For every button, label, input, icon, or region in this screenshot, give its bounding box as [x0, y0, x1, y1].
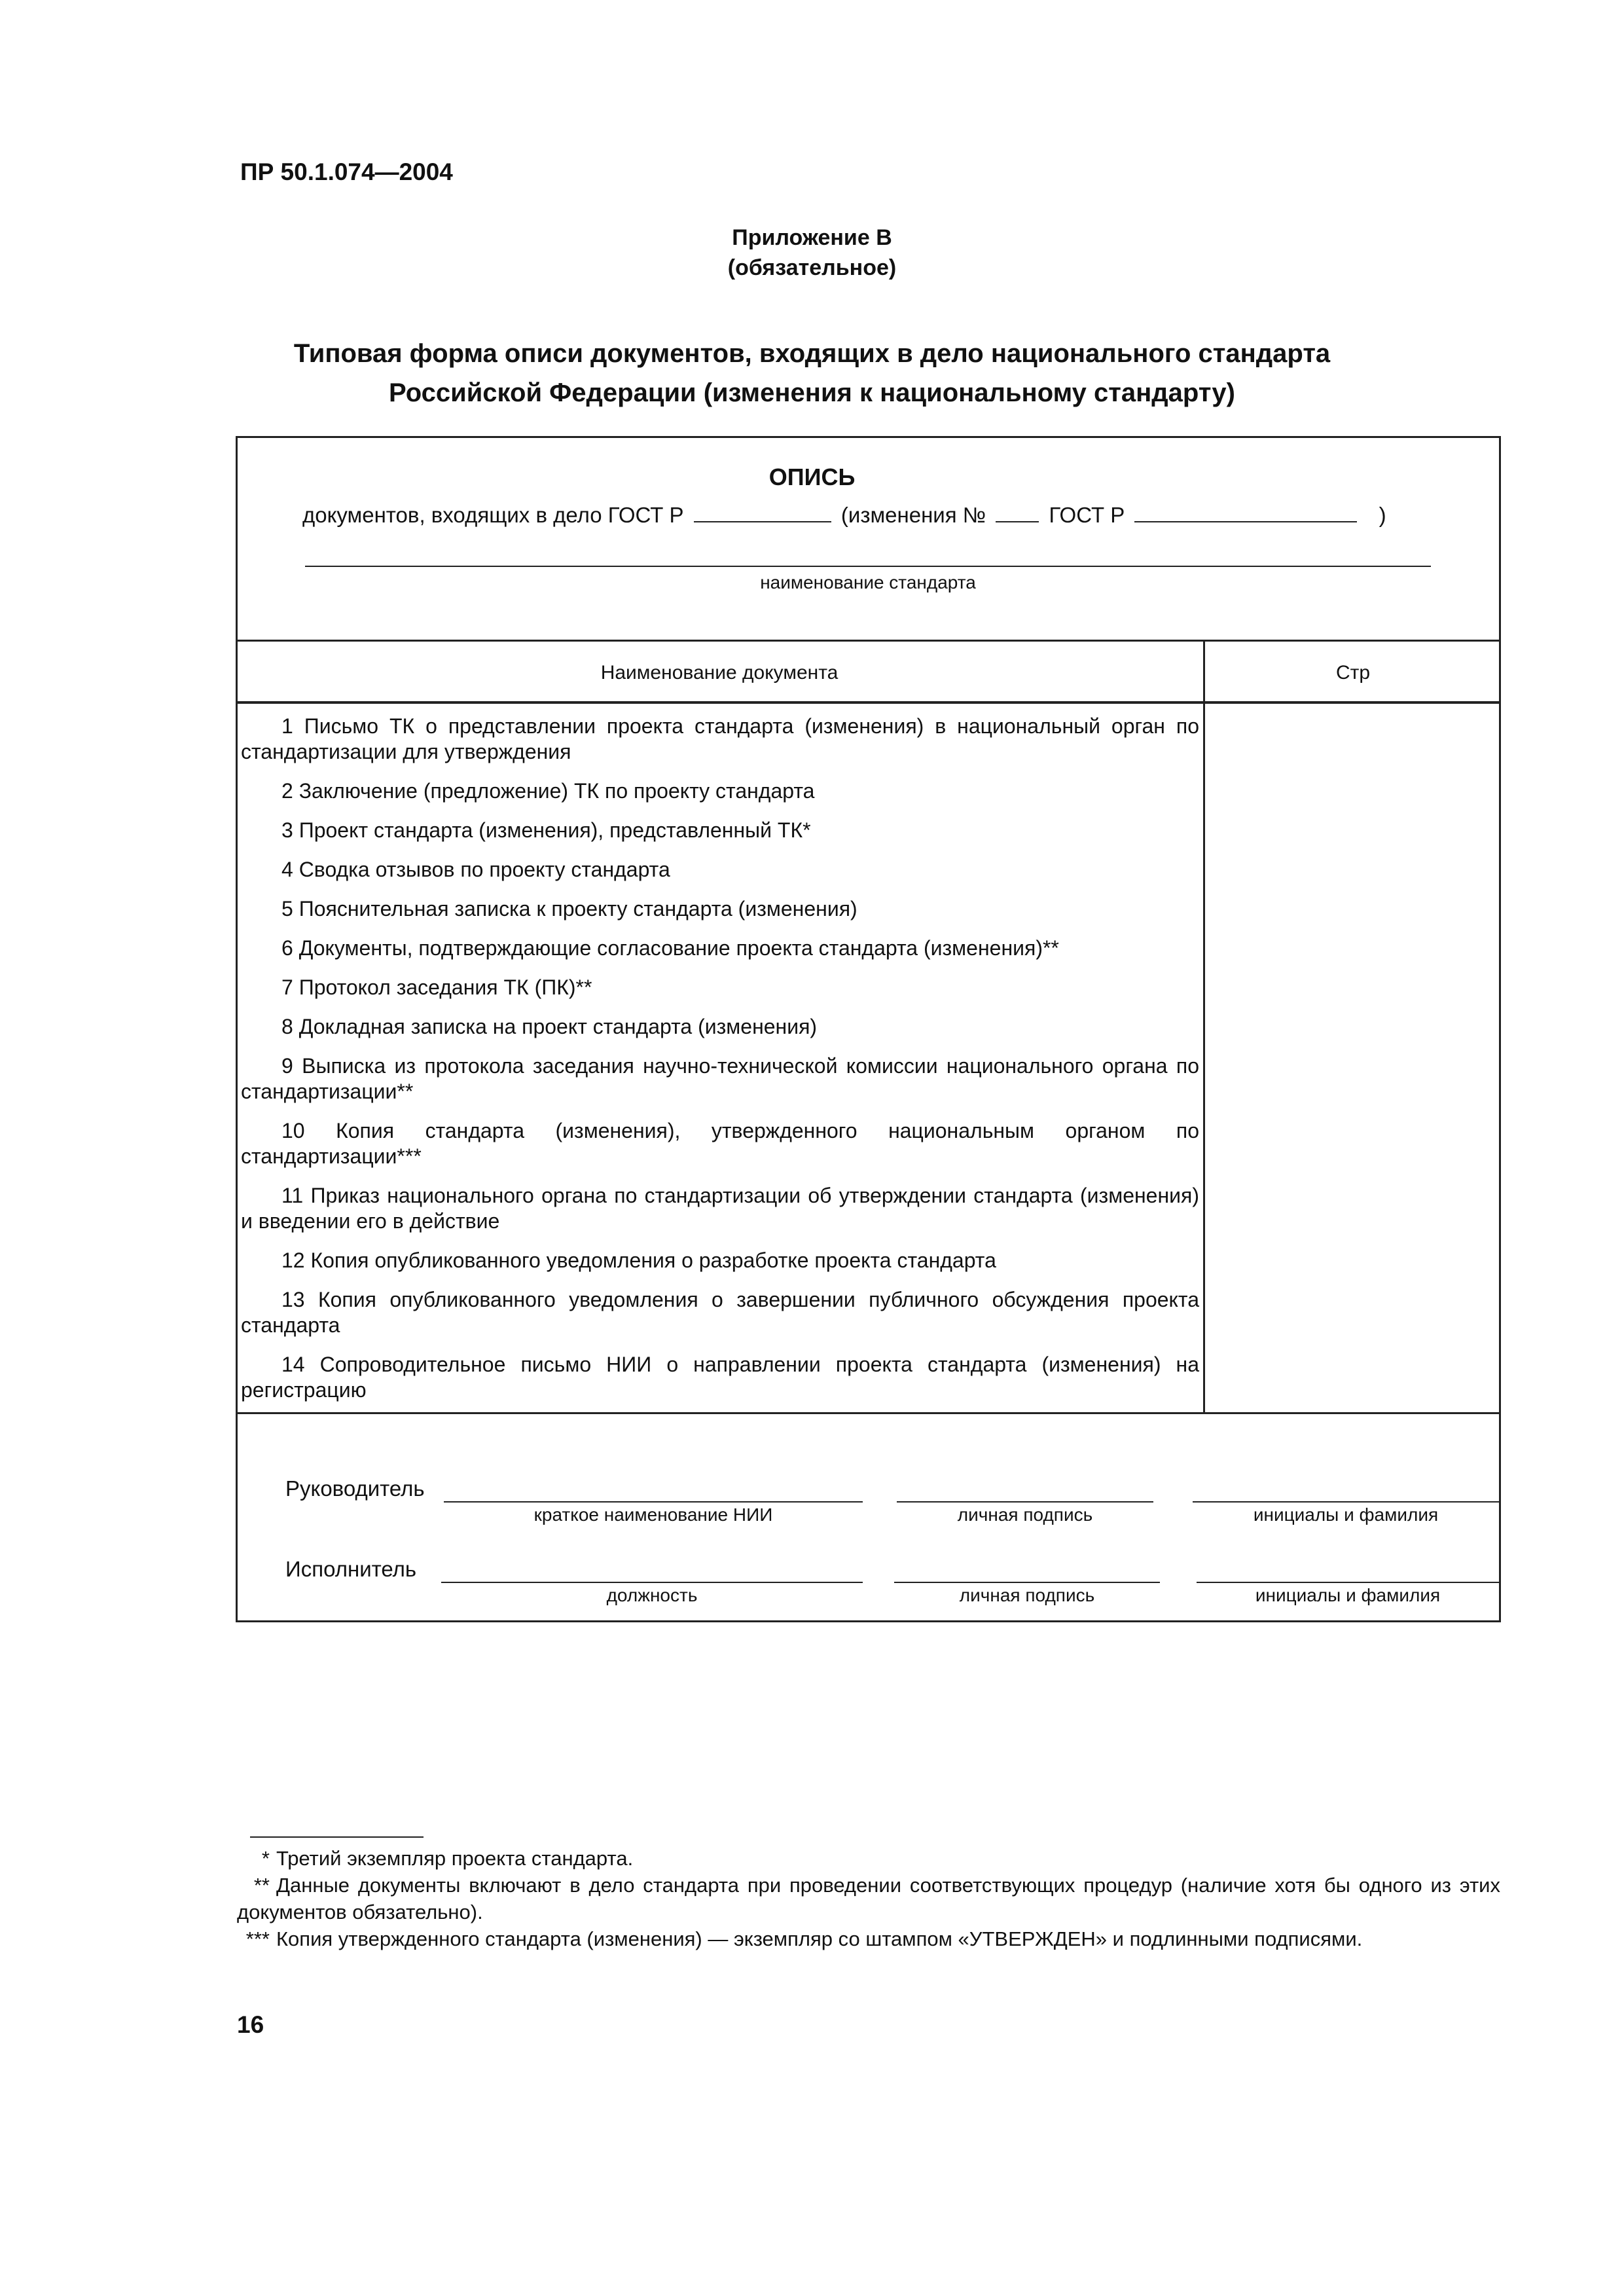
head-name-caption: инициалы и фамилия: [1253, 1504, 1439, 1525]
executor-position-field[interactable]: [441, 1582, 863, 1583]
executor-signature-field[interactable]: [894, 1582, 1160, 1583]
executor-position-caption: должность: [606, 1585, 698, 1605]
ref-text-3: ГОСТ Р: [1049, 503, 1125, 527]
list-item: 8 Докладная записка на проект стандарта (изменения): [281, 1015, 818, 1038]
footnotes: [237, 1845, 1500, 1952]
footnote-2-text: Данные документы включают в дело стандарта при проведении соответствующих процедур (наличие хотя бы одного из этих документов обязательно).: [237, 1874, 1500, 1923]
standard-name-field[interactable]: [305, 566, 1431, 567]
table-header-divider: [236, 701, 1501, 704]
ref-text-1: документов, входящих в дело ГОСТ Р: [302, 503, 684, 527]
change-number-field[interactable]: [996, 501, 1039, 522]
form-heading: ОПИСЬ: [768, 464, 856, 490]
list-item: 12 Копия опубликованного уведомления о разработке проекта стандарта: [281, 1248, 996, 1272]
ref-text-2: (изменения №: [840, 503, 986, 527]
executor-signature-caption: личная подпись: [959, 1585, 1095, 1605]
head-signature-field[interactable]: [897, 1501, 1153, 1503]
footnote-1-text: Третий экземпляр проекта стандарта.: [276, 1847, 634, 1870]
executor-name-caption: инициалы и фамилия: [1255, 1585, 1441, 1605]
list-item: 4 Сводка отзывов по проекту стандарта: [281, 858, 670, 881]
list-item: 11 Приказ национального органа по стандартизации об утверждении стандарта (изменения) и введении его в действие: [241, 1184, 1199, 1233]
list-item: 10 Копия стандарта (изменения), утвержденного национальным органом по стандартизации***: [241, 1119, 1199, 1168]
title-line-2: Российской Федерации (изменения к национальному стандарту): [389, 378, 1235, 407]
document-list: [241, 714, 1199, 1417]
footnote-1-mark: *: [261, 1847, 270, 1870]
footnote-1: [237, 1845, 1500, 1872]
column-header-page: Стр: [1335, 662, 1371, 683]
appendix-label: Приложение В: [732, 225, 892, 250]
executor-label: Исполнитель: [285, 1557, 417, 1581]
document-code: ПР 50.1.074—2004: [240, 158, 453, 185]
footnote-2-mark: **: [253, 1874, 270, 1897]
footnote-rule: [250, 1836, 424, 1838]
appendix-status: (обязательное): [727, 255, 897, 280]
standard-name-caption: наименование стандарта: [760, 572, 976, 592]
head-label: Руководитель: [285, 1476, 425, 1501]
list-item: 1 Письмо ТК о представлении проекта стандарта (изменения) в национальный орган по стандартизации для утверждения: [241, 714, 1199, 763]
form-divider-top: [236, 640, 1501, 642]
column-divider: [1203, 640, 1205, 1412]
list-item: 9 Выписка из протокола заседания научно-технической комиссии национального органа по стандартизации**: [241, 1054, 1199, 1103]
head-org-caption: краткое наименование НИИ: [533, 1504, 773, 1525]
appendix-heading: [0, 223, 1624, 283]
head-signature-caption: личная подпись: [957, 1504, 1093, 1525]
page-number: 16: [237, 2011, 264, 2038]
list-item: 6 Документы, подтверждающие согласование проекта стандарта (изменения)**: [281, 936, 1059, 960]
head-org-field[interactable]: [444, 1501, 863, 1503]
head-name-field[interactable]: [1193, 1501, 1499, 1503]
gost-r-field[interactable]: [1134, 501, 1357, 522]
list-item: 3 Проект стандарта (изменения), представленный ТК*: [281, 818, 811, 842]
list-item: 14 Сопроводительное письмо НИИ о направлении проекта стандарта (изменения) на регистрацию: [241, 1353, 1199, 1402]
list-item: 13 Копия опубликованного уведомления о завершении публичного обсуждения проекта стандарта: [241, 1288, 1199, 1337]
executor-name-field[interactable]: [1197, 1582, 1499, 1583]
list-item: 5 Пояснительная записка к проекту стандарта (изменения): [281, 897, 857, 920]
footnote-3: [237, 1925, 1500, 1952]
list-item: 7 Протокол заседания ТК (ПК)**: [281, 975, 592, 999]
gost-number-field[interactable]: [694, 501, 831, 522]
footnote-3-mark: ***: [245, 1927, 270, 1950]
footnote-3-text: Копия утвержденного стандарта (изменения) — экземпляр со штампом «УТВЕРЖДЕН» и подлинными подписями.: [276, 1927, 1363, 1950]
standard-reference-line: [302, 501, 1386, 528]
title-line-1: Типовая форма описи документов, входящих в дело национального стандарта: [293, 339, 1331, 368]
page-title: [0, 334, 1624, 412]
footnote-2: [237, 1872, 1500, 1925]
ref-text-4: ): [1379, 503, 1386, 527]
column-header-document: Наименование документа: [600, 662, 839, 683]
list-item: 2 Заключение (предложение) ТК по проекту стандарта: [281, 779, 815, 803]
